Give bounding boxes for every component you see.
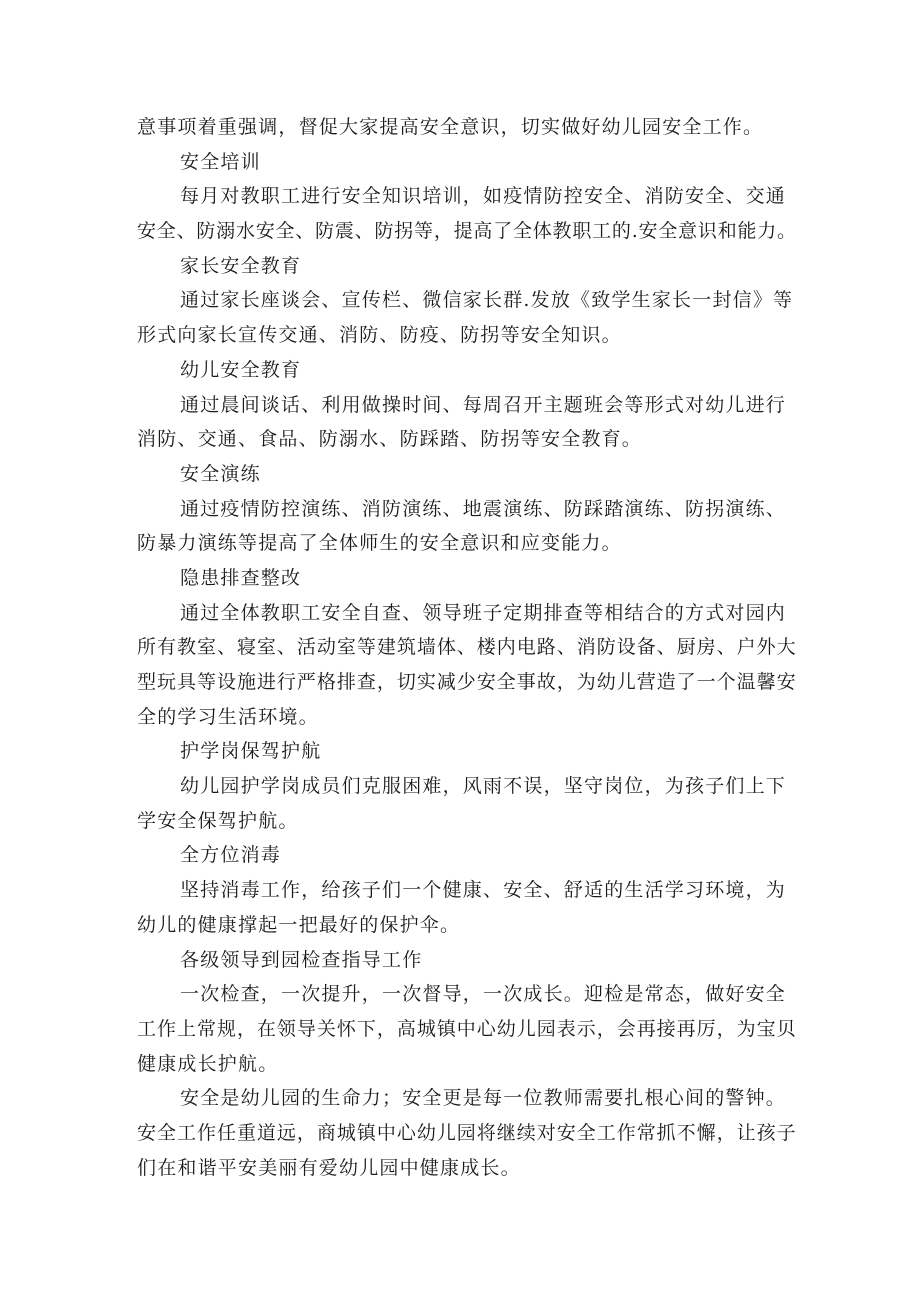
paragraph-line: 幼儿园护学岗成员们克服困难，风雨不误，坚守岗位，为孩子们上下: [180, 775, 787, 798]
paragraph-line: 型玩具等设施进行严格排查，切实减少安全事故，为幼儿营造了一个温馨安: [137, 671, 797, 693]
paragraph-line: 学安全保驾护航。: [137, 809, 299, 832]
paragraph-line: 全的学习生活环境。: [137, 705, 319, 728]
document-body: [137, 110, 797, 1185]
paragraph-line: 安全是幼儿园的生命力；安全更是每一位教师需要扎根心间的警钟。: [180, 1087, 787, 1110]
section-heading: 安全培训: [180, 150, 261, 173]
paragraph-line: 坚持消毒工作，给孩子们一个健康、安全、舒适的生活学习环境，为: [180, 879, 787, 902]
paragraph-line: 一次检查，一次提升，一次督导，一次成长。迎检是常态，做好安全: [180, 983, 787, 1006]
section-heading: 幼儿安全教育: [180, 358, 302, 381]
paragraph-line: 通过家长座谈会、宣传栏、微信家长群.发放《致学生家长一封信》等: [180, 289, 794, 312]
paragraph-line: 消防、交通、食品、防溺水、防踩踏、防拐等安全教育。: [137, 428, 643, 451]
paragraph-line: 通过疫情防控演练、消防演练、地震演练、防踩踏演练、防拐演练、: [180, 497, 787, 520]
paragraph-line: 防暴力演练等提高了全体师生的安全意识和应变能力。: [137, 532, 622, 555]
paragraph-line: 安全工作任重道远，商城镇中心幼儿园将继续对安全工作常抓不懈，让孩子: [137, 1121, 797, 1144]
section-heading: 家长安全教育: [180, 254, 302, 277]
paragraph-line: 工作上常规，在领导关怀下，高城镇中心幼儿园表示，会再接再厉，为宝贝: [137, 1017, 797, 1040]
section-heading: 安全演练: [180, 462, 261, 485]
paragraph-line: 健康成长护航。: [137, 1052, 279, 1075]
paragraph-line: 安全、防溺水安全、防震、防拐等，提高了全体教职工的.安全意识和能力。: [137, 220, 797, 243]
paragraph-line: 们在和谐平安美丽有爱幼儿园中健康成长。: [137, 1156, 521, 1179]
paragraph-line: 幼儿的健康撑起一把最好的保护伞。: [137, 913, 461, 936]
paragraph-line: 意事项着重强调，督促大家提高安全意识，切实做好幼儿园安全工作。: [137, 116, 764, 138]
section-heading: 护学岗保驾护航: [180, 740, 322, 763]
paragraph-line: 形式向家长宣传交通、消防、防疫、防拐等安全知识。: [137, 324, 622, 347]
paragraph-line: 每月对教职工进行安全知识培训，如疫情防控安全、消防安全、交通: [180, 185, 787, 208]
paragraph-line: 所有教室、寝室、活动室等建筑墙体、楼内电路、消防设备、厨房、户外大: [137, 636, 797, 659]
section-heading: 各级领导到园检查指导工作: [180, 948, 423, 971]
paragraph-line: 通过晨间谈话、利用做操时间、每周召开主题班会等形式对幼儿进行: [180, 393, 787, 416]
section-heading: 隐患排查整改: [180, 566, 302, 589]
paragraph-line: 通过全体教职工安全自查、领导班子定期排查等相结合的方式对园内: [180, 601, 787, 624]
section-heading: 全方位消毒: [180, 844, 282, 867]
